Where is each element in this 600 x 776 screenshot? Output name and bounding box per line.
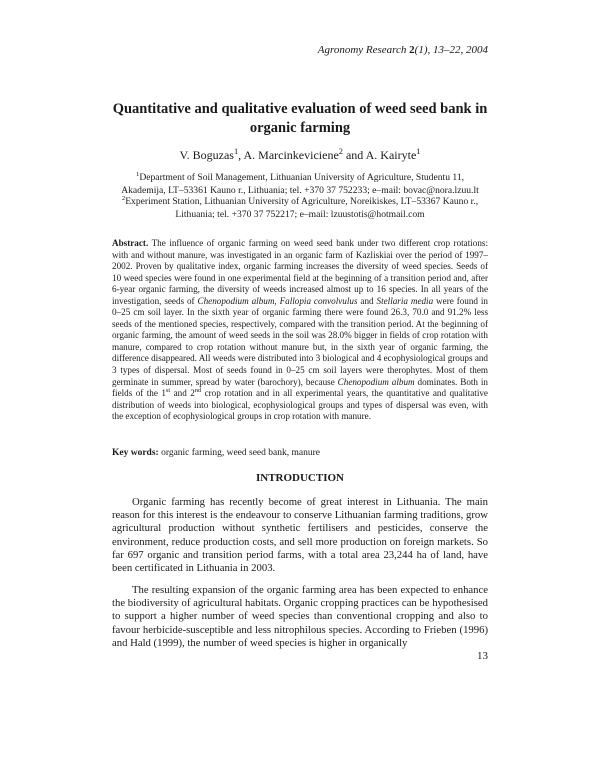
author-separator: ,	[238, 148, 244, 162]
affiliation	[118, 172, 482, 197]
section-heading: INTRODUCTION	[255, 472, 344, 484]
affiliation-text: Department of Soil Management, Lithuanian University of Agriculture, Studentu 11, Akademija, LT–53361 Kauno r., Lithuania; tel. +370 37 752233; e–mail: bovac@nora.lzuu.lt	[121, 172, 479, 196]
affiliation	[118, 196, 482, 221]
journal-issue-pages: (1), 13–22, 2004	[414, 44, 488, 56]
keywords-text: organic farming, weed seed bank, manure	[158, 448, 320, 458]
species-name: Stellaria media	[376, 295, 434, 306]
keywords-label: Key words:	[112, 448, 159, 458]
author-name: V. Boguzas	[179, 148, 234, 162]
abstract-text: and	[357, 295, 377, 306]
paper-title: Quantitative and qualitative evaluation of weed seed bank in organic farming	[112, 101, 488, 136]
abstract-text: and 2	[170, 388, 195, 399]
journal-volume: 2	[409, 44, 415, 56]
author-affiliation-mark: 1	[416, 147, 421, 156]
abstract-label: Abstract.	[112, 238, 149, 248]
keywords	[112, 448, 488, 458]
journal-name: Agronomy Research	[317, 44, 407, 56]
ordinal-suffix: st	[165, 387, 171, 395]
running-head	[318, 44, 488, 56]
author-name: A. Kairyte	[365, 148, 417, 162]
author-name: A. Marcinkeviciene	[243, 148, 339, 162]
affiliation-mark: 2	[121, 194, 126, 202]
abstract-text: The influence of organic farming on weed seed bank under two different crop rotations: with and without manure, was investigated in an organic farm of Kazliskiai over the period of 1997–2002. Proven by qualitative index, organic farming increases the diversity of weed species. Seeds of 10 weed species were found in one experimental field at the beginning of a transition period and, after 6-year organic farming, the diversity of weeds increased almost up to 16 species. In all years of the investigation, seeds of	[112, 238, 488, 306]
author-separator: and	[342, 148, 366, 162]
body-paragraph: Organic farming has recently become of great interest in Lithuania. The main reason for this interest is the endeavour to conserve Lithuanian farming traditions, grow agricultural production without synthetic fertilisers and pesticides, conserve the environment, reduce production costs, and sell more production on foreign markets. So far 697 organic and transition period farms, with a total area 23,244 ha of land, have been certificated in Lithuania in 2003.	[112, 496, 488, 575]
abstract-text: were found in 0–25 cm soil layer. In the sixth year of organic farming there were found 26.3, 70.0 and 91.2% less seeds of the mentioned species, respectively, compared with the transition period. At the beginning of organic farming, the amount of weed seeds in the soil was 28.0% bigger in fields of crop rotation with manure, compared to crop rotation without manure but, in the sixth year of organic farming, the difference disappeared. All weeds were distributed into 3 biological and 4 ecophysiological groups and 3 types of dispersal. Most of seeds found in 0–25 cm soil layers were therophytes. Most of them germinate in summer, spread by water (barochory), because	[112, 295, 488, 387]
affiliation-mark: 1	[135, 170, 140, 178]
author-affiliation-mark: 1	[233, 147, 239, 156]
abstract-text: dominates. Both in fields of the 1	[112, 376, 488, 399]
body-paragraph: The resulting expansion of the organic farming area has been expected to enhance the biodiversity of agricultural habitats. Organic cropping practices can be hypothesised to support a higher number of weed species than conventional cropping and also to favour herbicide-susceptible and less nitrophilous species. According to Frieben (1996) and Hald (1999), the number of weed species is higher in organically	[112, 584, 488, 649]
species-name: Chenopodium album, Fallopia convolvulus	[197, 295, 358, 306]
ordinal-suffix: nd	[194, 387, 202, 395]
abstract-text: crop rotation and in all experimental years, the quantitative and qualitative distribution of weeds into biological, ecophysiological groups and types of dispersal was even, with the exception of ecophysiological groups in crop rotation with manure.	[112, 388, 488, 422]
author-list	[110, 148, 490, 163]
page-number: 13	[477, 650, 488, 662]
abstract	[112, 238, 488, 423]
author-affiliation-mark: 2	[338, 147, 343, 156]
species-name: Chenopodium album	[337, 376, 415, 387]
affiliation-text: Experiment Station, Lithuanian University of Agriculture, Noreikiskes, LT–53367 Kauno r., Lithuania; tel. +370 37 752217; e–mail: lzuustotis@hotmail.com	[125, 196, 479, 220]
